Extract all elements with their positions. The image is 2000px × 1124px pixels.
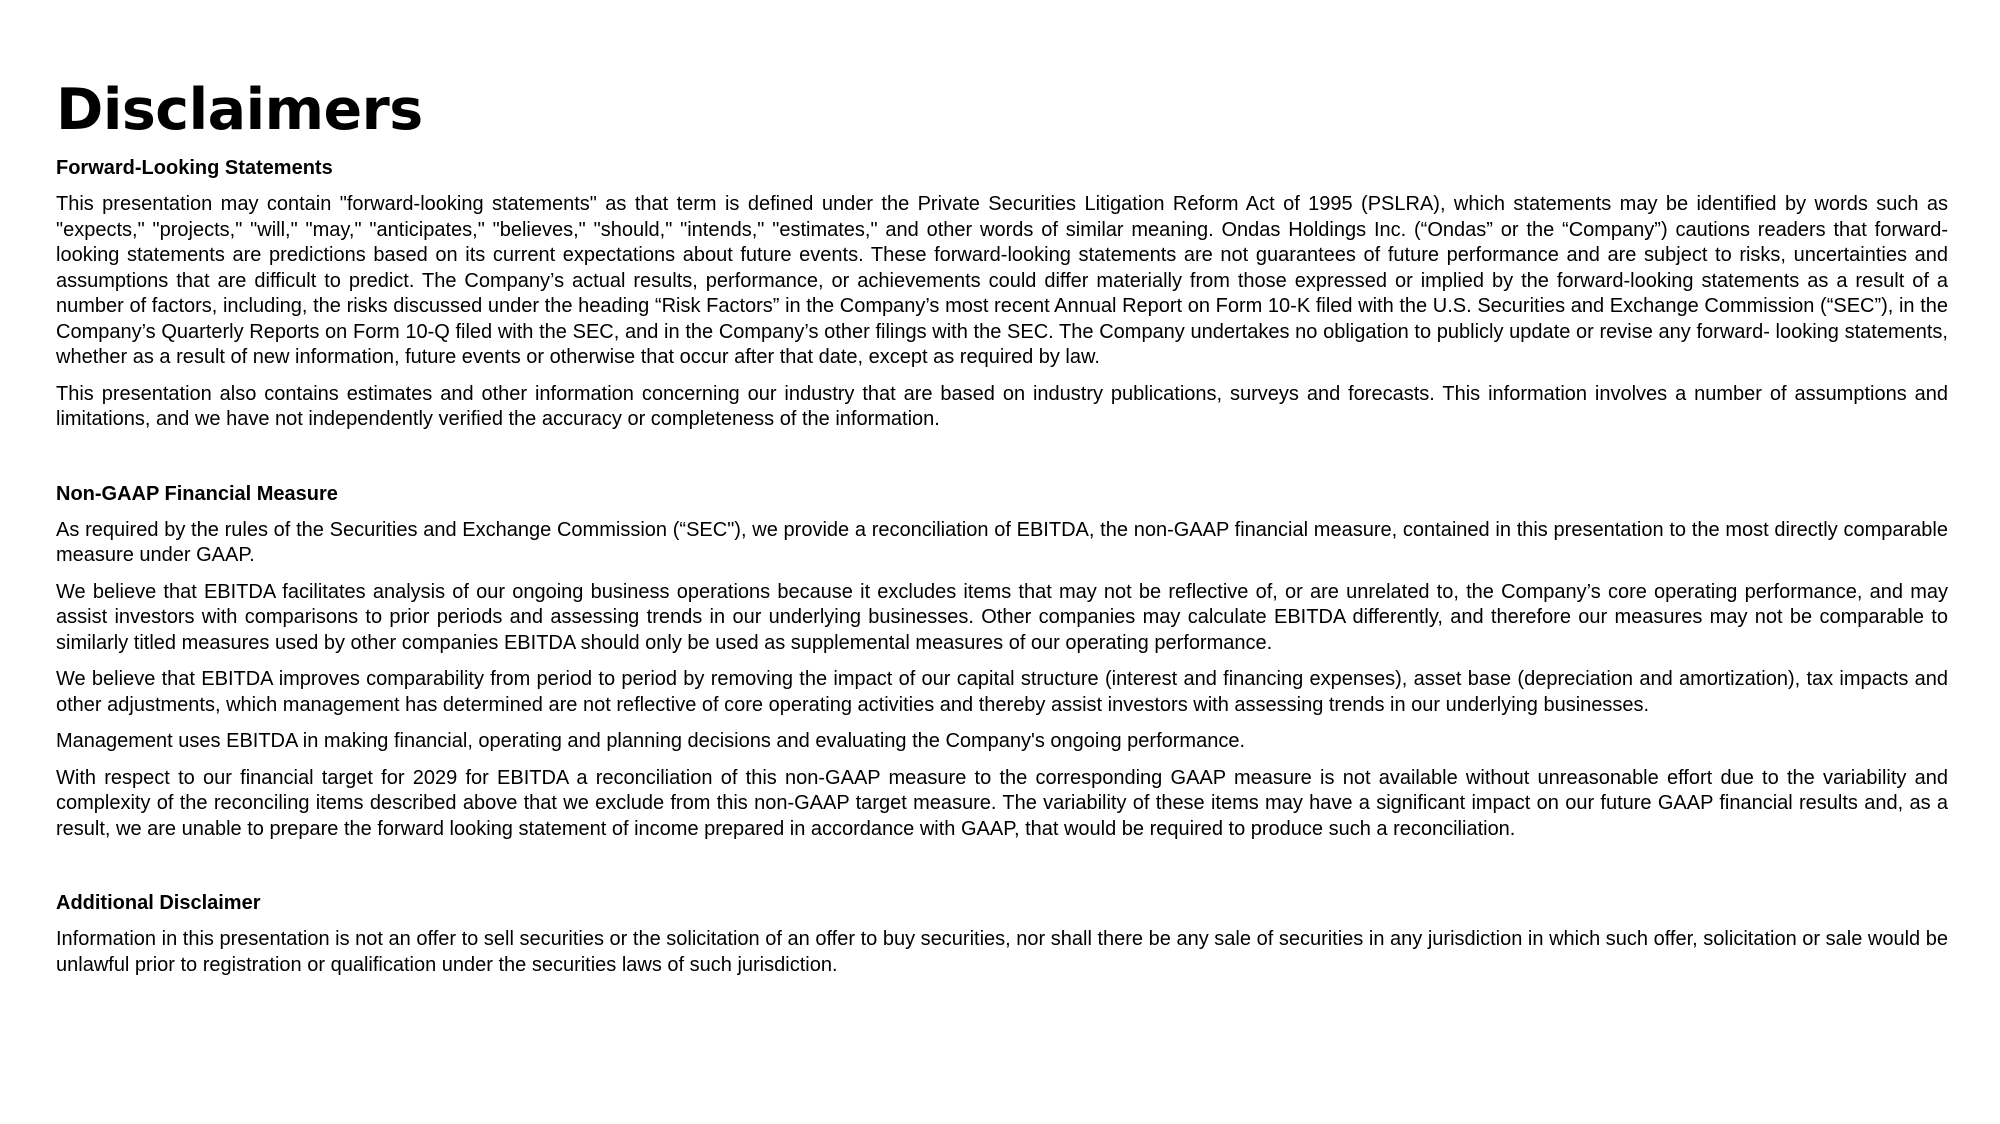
section-spacer (56, 853, 1948, 891)
section-non-gaap (56, 482, 1948, 843)
section-heading: Forward-Looking Statements (56, 157, 333, 179)
paragraph: This presentation may contain "forward-looking statements" as that term is defined under the Private Securities Litigation Reform Act of 1995 (PSLRA), which statements may be identified by words such as "expects," "projects," "will," "may," "anticipates," "believes," "should," "intends," "estimates," and other words of similar meaning. Ondas Holdings Inc. (“Ondas” or the “Company”) cautions readers that forward-looking statements are predictions based on its current expectations about future events. These forward-looking statements are not guarantees of future performance and are subject to risks, uncertainties and assumptions that are difficult to predict. The Company’s actual results, performance, or achievements could differ materially from those expressed or implied by the forward-looking statements as a result of a number of factors, including, the risks discussed under the heading “Risk Factors” in the Company’s most recent Annual Report on Form 10-K filed with the U.S. Securities and Exchange Commission (“SEC”), in the Company’s Quarterly Reports on Form 10-Q filed with the SEC, and in the Company’s other filings with the SEC. The Company undertakes no obligation to publicly update or revise any forward- looking statements, whether as a result of new information, future events or otherwise that occur after that date, except as required by law. (56, 193, 1948, 368)
paragraph: With respect to our financial target for 2029 for EBITDA a reconciliation of this non-GAAP measure to the corresponding GAAP measure is not available without unreasonable effort due to the variability and complexity of the reconciling items described above that we exclude from this non-GAAP target measure. The variability of these items may have a significant impact on our future GAAP financial results and, as a result, we are unable to prepare the forward looking statement of income prepared in accordance with GAAP, that would be required to produce such a reconciliation. (56, 766, 1948, 840)
page-title: Disclaimers (56, 77, 423, 143)
section-forward-looking (56, 156, 1948, 433)
paragraph: Management uses EBITDA in making financial, operating and planning decisions and evaluating the Company's ongoing performance. (56, 730, 1245, 752)
section-heading: Non-GAAP Financial Measure (56, 482, 338, 505)
paragraph: This presentation also contains estimates and other information concerning our industry that are based on industry publications, surveys and forecasts. This information involves a number of assumptions and limitations, and we have not independently verified the accuracy or completeness of the information. (56, 382, 1948, 430)
section-spacer (56, 444, 1948, 482)
paragraph: As required by the rules of the Securities and Exchange Commission (“SEC"), we provide a reconciliation of EBITDA, the non-GAAP financial measure, contained in this presentation to the most directly comparable measure under GAAP. (56, 518, 1948, 566)
section-additional-disclaimer (56, 891, 1948, 978)
disclaimers-slide (56, 72, 1948, 989)
paragraph: Information in this presentation is not an offer to sell securities or the solicitation of an offer to buy securities, nor shall there be any sale of securities in any jurisdiction in which such offer, solicitation or sale would be unlawful prior to registration or qualification under the securities laws of such jurisdiction. (56, 928, 1948, 976)
paragraph: We believe that EBITDA improves comparability from period to period by removing the impact of our capital structure (interest and financing expenses), asset base (depreciation and amortization), tax impacts and other adjustments, which management has determined are not reflective of core operating activities and thereby assist investors with assessing trends in our underlying businesses. (56, 668, 1948, 716)
paragraph: We believe that EBITDA facilitates analysis of our ongoing business operations because it excludes items that may not be reflective of, or are unrelated to, the Company’s core operating performance, and may assist investors with comparisons to prior periods and assessing trends in our underlying businesses. Other companies may calculate EBITDA differently, and therefore our measures may not be comparable to similarly titled measures used by other companies EBITDA should only be used as supplemental measures of our operating performance. (56, 580, 1948, 654)
section-heading: Additional Disclaimer (56, 892, 261, 914)
